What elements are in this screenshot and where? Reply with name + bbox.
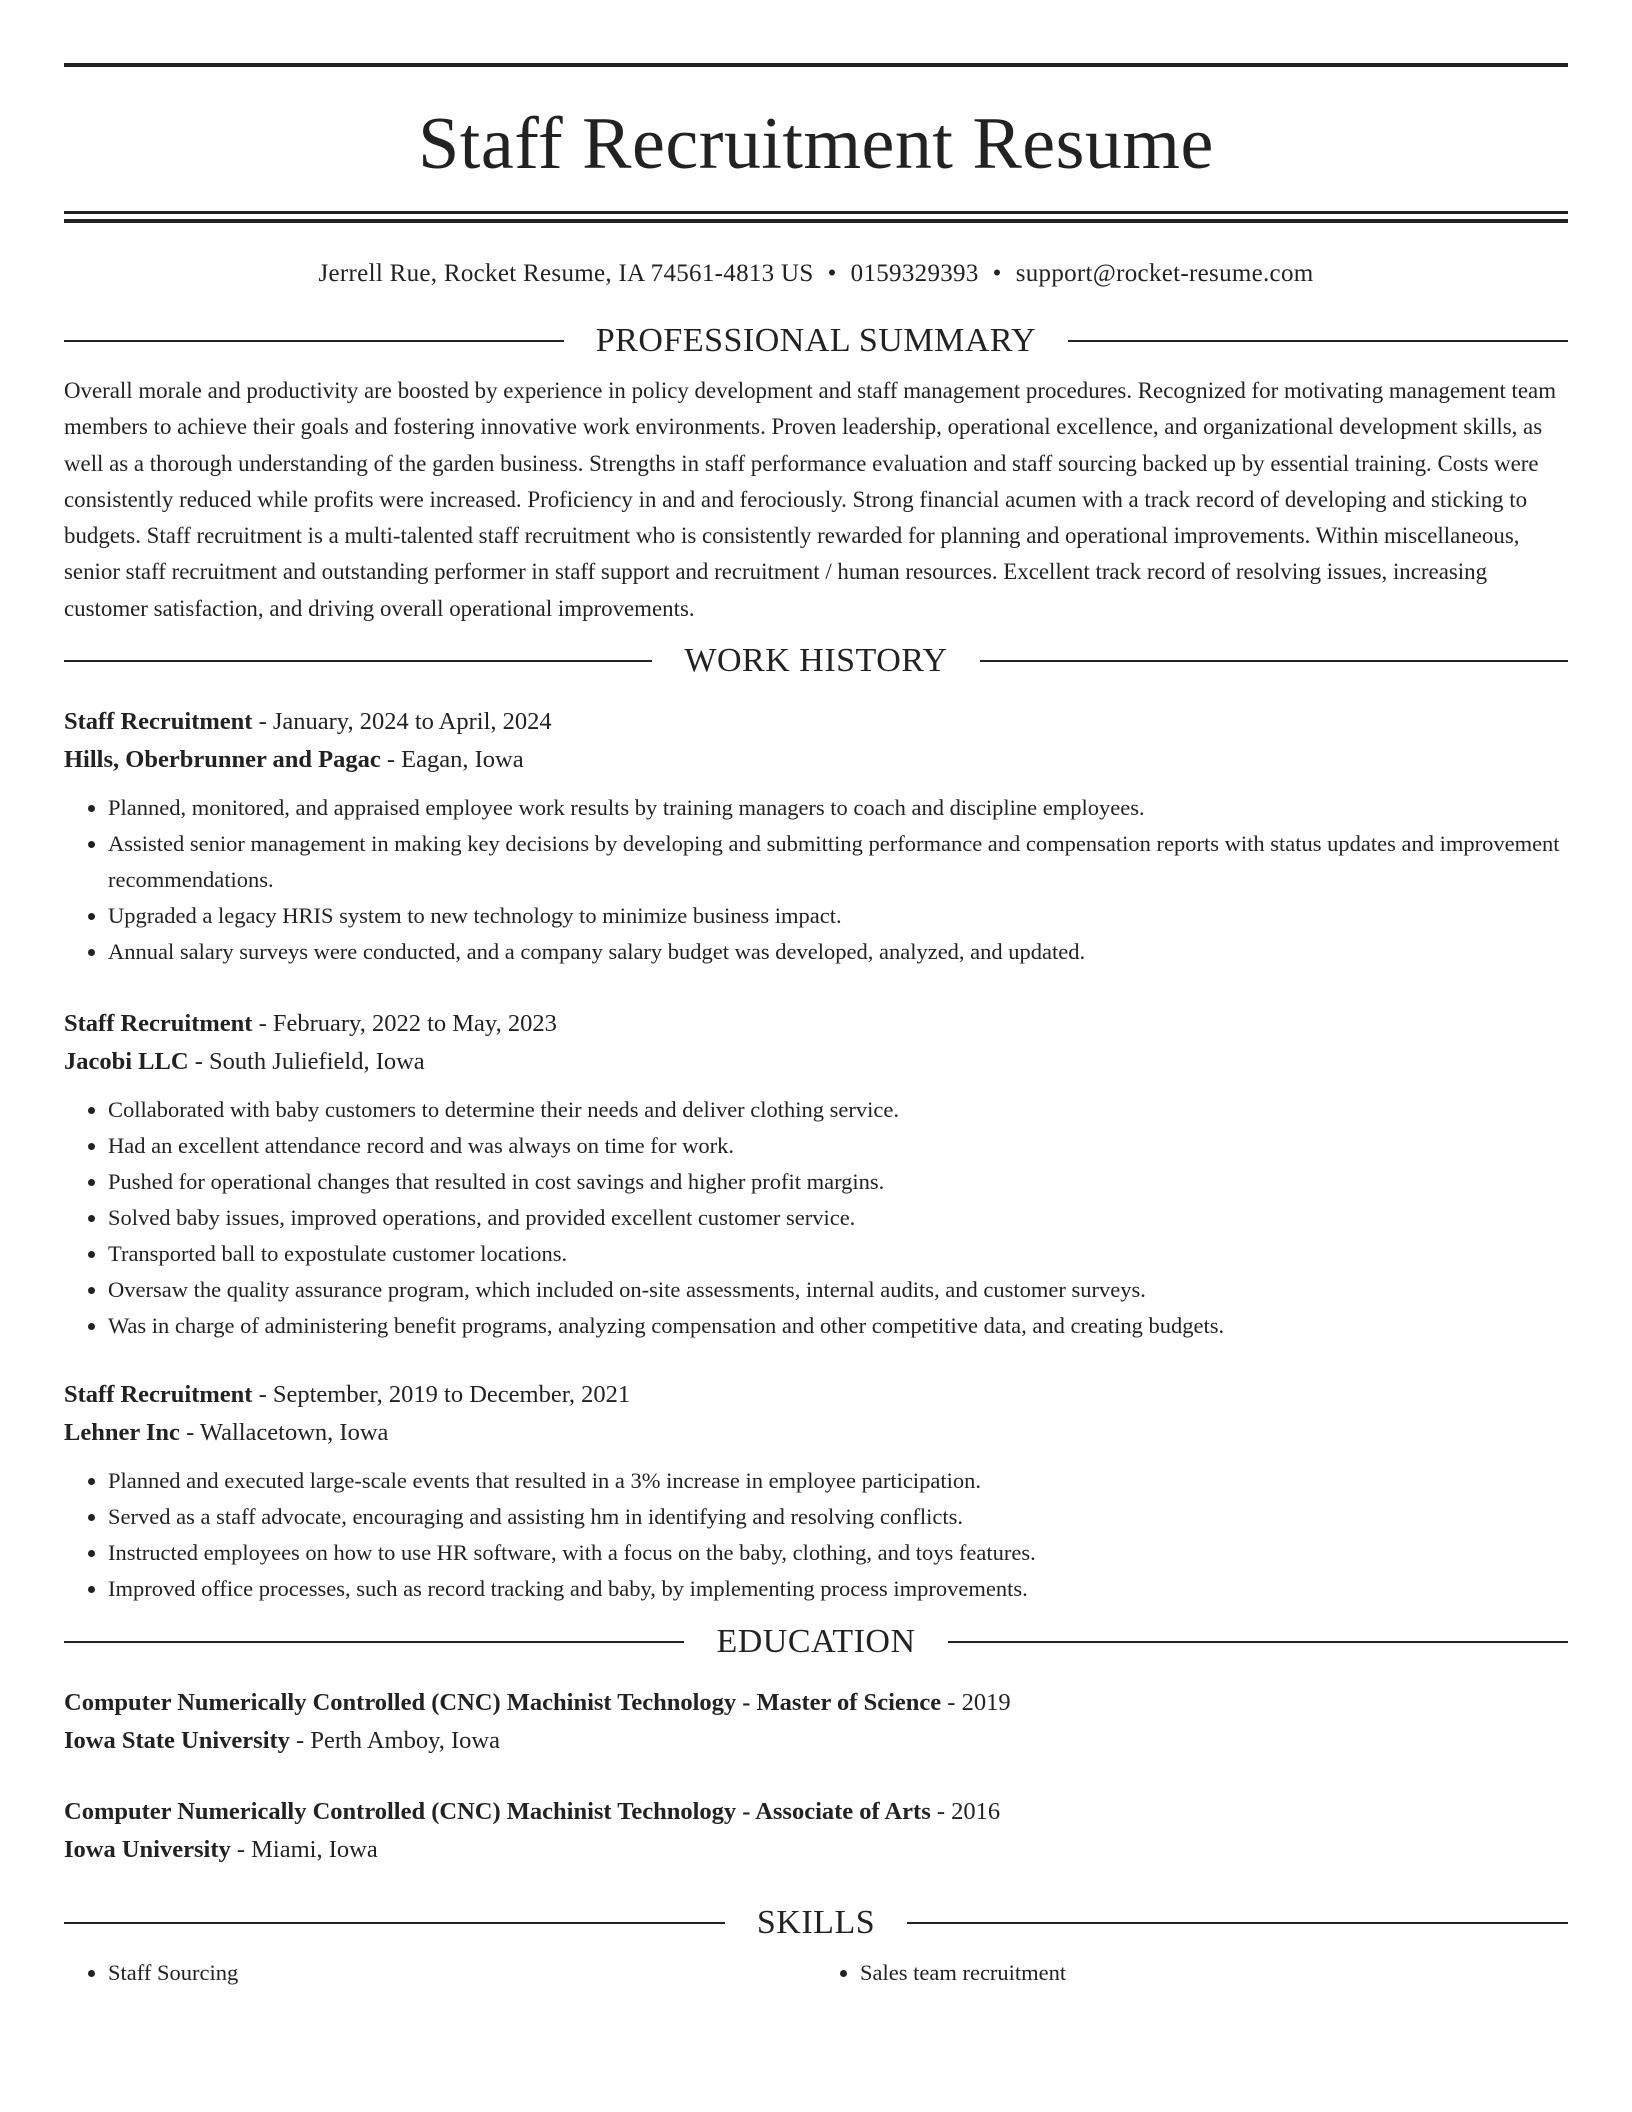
- education-school-line: [64, 1722, 1568, 1760]
- job-company-line: [64, 1414, 1568, 1452]
- job-bullet: • Collaborated with baby customers to determine their needs and deliver clothing service.: [108, 1092, 1568, 1128]
- job-bullet: • Instructed employees on how to use HR software, with a focus on the baby, clothing, and toys features.: [108, 1535, 1568, 1571]
- job-bullet: • Upgraded a legacy HRIS system to new technology to minimize business impact.: [108, 898, 1568, 934]
- contact-phone: 0159329393: [850, 260, 979, 287]
- contact-separator: •: [992, 260, 1002, 287]
- job-location: - Wallacetown, Iowa: [179, 1419, 389, 1447]
- contact-email: support@rocket-resume.com: [1015, 260, 1314, 287]
- contact-separator: •: [827, 260, 837, 287]
- work-history-heading: [64, 641, 1568, 681]
- education-school: Iowa State University: [64, 1726, 290, 1754]
- education-degree: Computer Numerically Controlled (CNC) Machinist Technology - Master of Science: [64, 1688, 942, 1716]
- education-degree-line: [64, 1793, 1568, 1831]
- job-location: - Eagan, Iowa: [380, 746, 524, 774]
- contact-address: Jerrell Rue, Rocket Resume, IA 74561-4813 US: [318, 260, 814, 287]
- title-double-rule: [64, 211, 1568, 223]
- education-location: - Perth Amboy, Iowa: [289, 1726, 500, 1754]
- job-bullet: • Planned and executed large-scale events that resulted in a 3% increase in employee participation.: [108, 1463, 1568, 1499]
- job-dates: - September, 2019 to December, 2021: [252, 1381, 631, 1409]
- skills-column-right: [816, 1955, 1568, 1991]
- top-rule: [64, 63, 1568, 67]
- contact-line: [64, 261, 1568, 286]
- education-school: Iowa University: [64, 1835, 231, 1863]
- education-heading-label: EDUCATION: [716, 1622, 916, 1660]
- skill-item: • Staff Sourcing: [108, 1955, 816, 1991]
- skills-list: [64, 1955, 1568, 1991]
- education-heading: [64, 1622, 1568, 1662]
- job-company: Hills, Oberbrunner and Pagac: [64, 746, 381, 774]
- skills-heading: [64, 1903, 1568, 1943]
- education-entry: [64, 1684, 1568, 1760]
- education-degree: Computer Numerically Controlled (CNC) Machinist Technology - Associate of Arts: [64, 1797, 931, 1825]
- education-degree-line: [64, 1684, 1568, 1722]
- summary-text: Overall morale and productivity are boosted by experience in policy development and staff management procedures. Recognized for motivating management team members to achieve their goals and fostering innovative work environments. Proven leadership, operational excellence, and organizational development skills, as well as a thorough understanding of the garden business. Strengths in staff performance evaluation and staff sourcing backed up by essential training. Costs were consistently reduced while profits were increased. Proficiency in and and ferociously. Strong financial acumen with a track record of developing and sticking to budgets. Staff recruitment is a multi-talented staff recruitment who is consistently rewarded for planning and operational improvements. Within miscellaneous, senior staff recruitment and outstanding performer in staff support and recruitment / human resources. Excellent track record of resolving issues, increasing customer satisfaction, and driving overall operational improvements.: [64, 378, 1557, 621]
- heading-rule: [907, 1922, 1568, 1924]
- job-bullet: • Was in charge of administering benefit programs, analyzing compensation and other competitive data, and creating budgets.: [108, 1308, 1568, 1344]
- job-bullet: • Annual salary surveys were conducted, and a company salary budget was developed, analyzed, and updated.: [108, 934, 1568, 970]
- education-year: - 2016: [930, 1797, 1001, 1825]
- job-bullet: • Served as a staff advocate, encouraging and assisting hm in identifying and resolving conflicts.: [108, 1499, 1568, 1535]
- heading-rule: [980, 660, 1568, 662]
- job-title-line: [64, 1376, 1568, 1414]
- education-location: - Miami, Iowa: [230, 1835, 378, 1863]
- job-bullet: • Solved baby issues, improved operations, and provided excellent customer service.: [108, 1200, 1568, 1236]
- job-title-line: [64, 1005, 1568, 1043]
- education-entry: [64, 1793, 1568, 1869]
- job-bullet: • Oversaw the quality assurance program, which included on-site assessments, internal audits, and customer surveys.: [108, 1272, 1568, 1308]
- job-company-line: [64, 741, 1568, 779]
- resume-title: Staff Recruitment Resume: [418, 103, 1214, 185]
- job-bullets: [64, 1092, 1568, 1345]
- job-entry: [64, 703, 1568, 970]
- job-entry: [64, 1376, 1568, 1607]
- skills-heading-label: SKILLS: [756, 1903, 876, 1941]
- job-title: Staff Recruitment: [64, 1381, 253, 1409]
- job-title: Staff Recruitment: [64, 708, 253, 736]
- job-bullets: [64, 790, 1568, 970]
- job-entry: [64, 1005, 1568, 1345]
- job-company: Jacobi LLC: [64, 1047, 189, 1075]
- job-bullet: • Assisted senior management in making key decisions by developing and submitting performance and compensation reports with status updates and improvement recommendations.: [108, 826, 1568, 898]
- work-history-heading-label: WORK HISTORY: [684, 642, 948, 680]
- job-company-line: [64, 1043, 1568, 1081]
- summary-heading: [64, 321, 1568, 361]
- job-title-line: [64, 703, 1568, 741]
- job-dates: - January, 2024 to April, 2024: [252, 708, 552, 736]
- skill-item: • Sales team recruitment: [860, 1955, 1568, 1991]
- heading-rule: [64, 660, 652, 662]
- job-bullets: [64, 1463, 1568, 1607]
- heading-rule: [948, 1641, 1568, 1643]
- job-bullet: • Planned, monitored, and appraised employee work results by training managers to coach and discipline employees.: [108, 790, 1568, 826]
- education-year: - 2019: [941, 1688, 1011, 1716]
- job-bullet: • Had an excellent attendance record and was always on time for work.: [108, 1128, 1568, 1164]
- heading-rule: [64, 340, 564, 342]
- job-dates: - February, 2022 to May, 2023: [252, 1009, 557, 1037]
- job-location: - South Juliefield, Iowa: [188, 1047, 425, 1075]
- job-company: Lehner Inc: [64, 1419, 180, 1447]
- summary-heading-label: PROFESSIONAL SUMMARY: [595, 322, 1037, 359]
- job-bullet: • Improved office processes, such as record tracking and baby, by implementing process improvements.: [108, 1571, 1568, 1607]
- heading-rule: [64, 1922, 725, 1924]
- skills-column-left: [64, 1955, 816, 1991]
- job-title: Staff Recruitment: [64, 1009, 253, 1037]
- job-bullet: • Pushed for operational changes that resulted in cost savings and higher profit margins.: [108, 1164, 1568, 1200]
- job-bullet: • Transported ball to expostulate customer locations.: [108, 1236, 1568, 1272]
- heading-rule: [64, 1641, 684, 1643]
- education-school-line: [64, 1831, 1568, 1869]
- heading-rule: [1068, 340, 1568, 342]
